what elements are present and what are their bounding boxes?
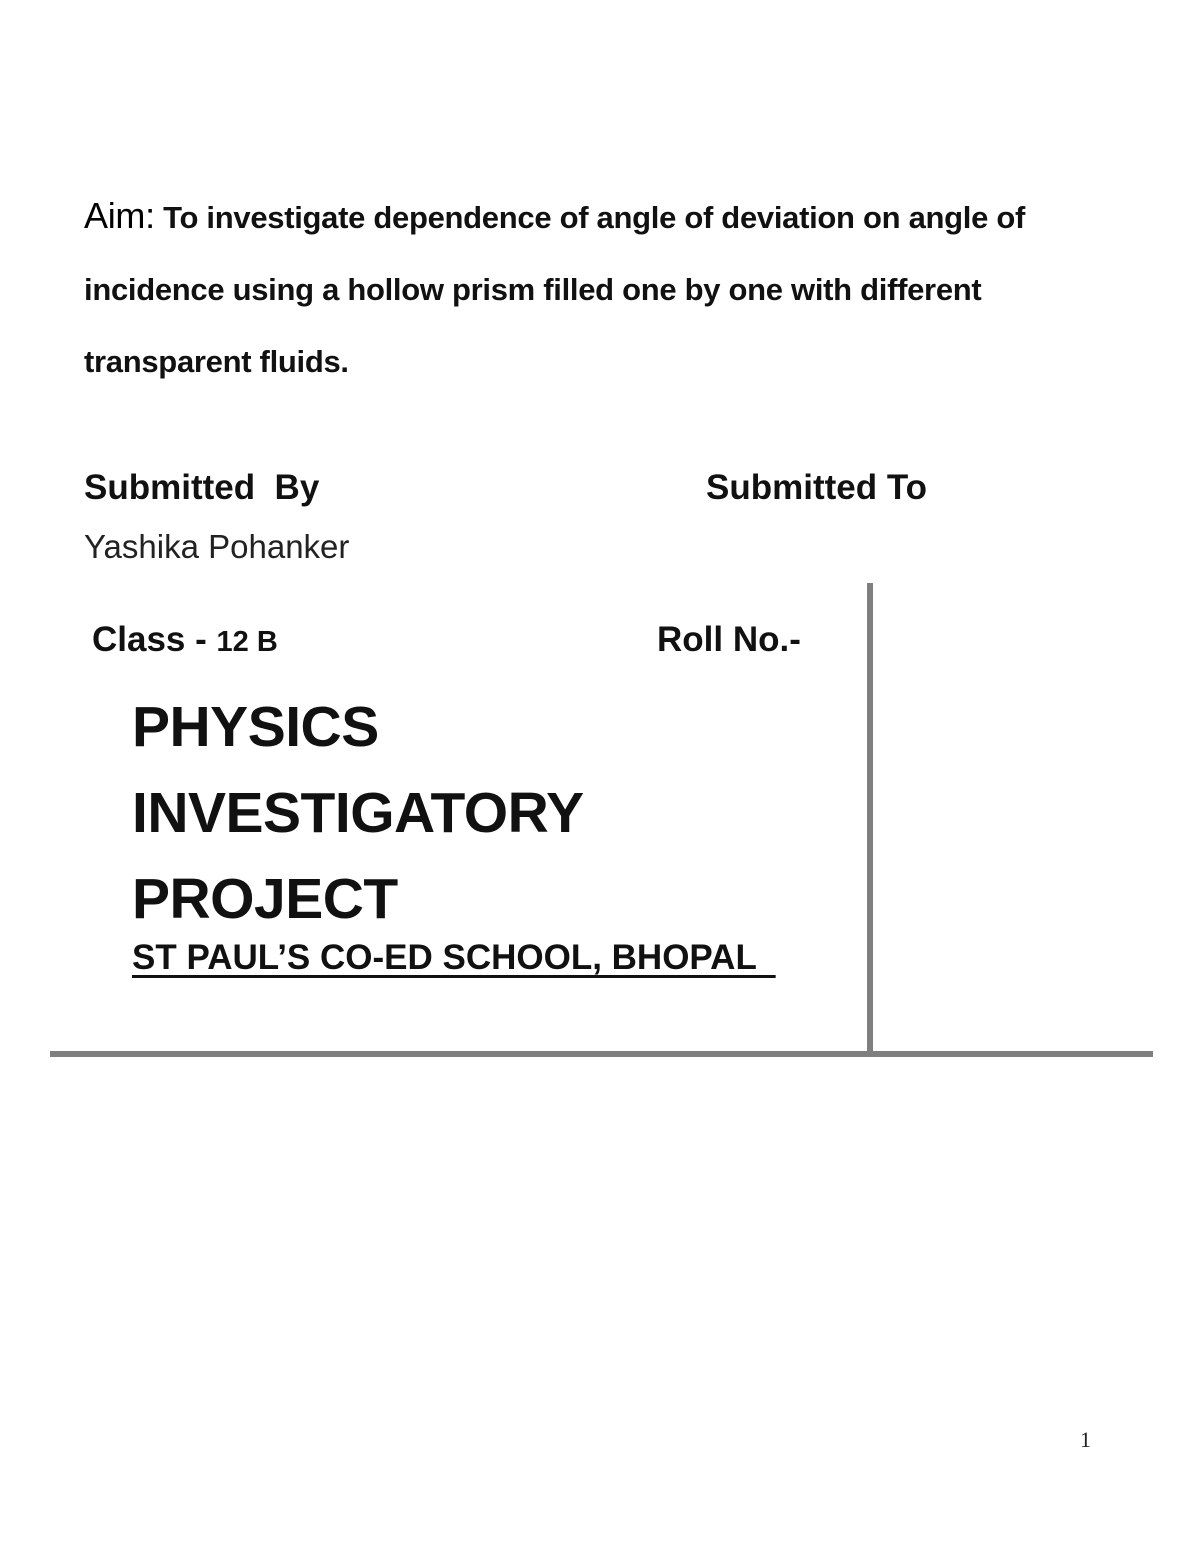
roll-number-label: Roll No.-	[657, 620, 801, 659]
aim-paragraph	[84, 180, 1144, 398]
project-title	[132, 684, 584, 942]
submitted-to-label: Submitted To	[706, 468, 927, 507]
title-line-3: PROJECT	[132, 867, 398, 931]
horizontal-divider	[50, 1051, 1153, 1057]
aim-label: Aim:	[84, 195, 155, 236]
vertical-divider	[867, 583, 873, 1055]
school-name: ST PAUL’S CO-ED SCHOOL, BHOPAL	[132, 938, 776, 977]
class-label: Class -	[92, 620, 217, 659]
page-number: 1	[1080, 1427, 1091, 1452]
aim-text: To investigate dependence of angle of deviation on angle of incidence using a hollow prism filled one by one with different transparent fluids.	[84, 200, 1026, 379]
student-name: Yashika Pohanker	[84, 528, 350, 565]
class-value: 12 B	[216, 626, 278, 658]
title-line-1: PHYSICS	[132, 695, 379, 759]
title-line-2: INVESTIGATORY	[132, 781, 584, 845]
submitted-by-label: Submitted By	[84, 468, 320, 507]
class-line	[92, 620, 278, 660]
